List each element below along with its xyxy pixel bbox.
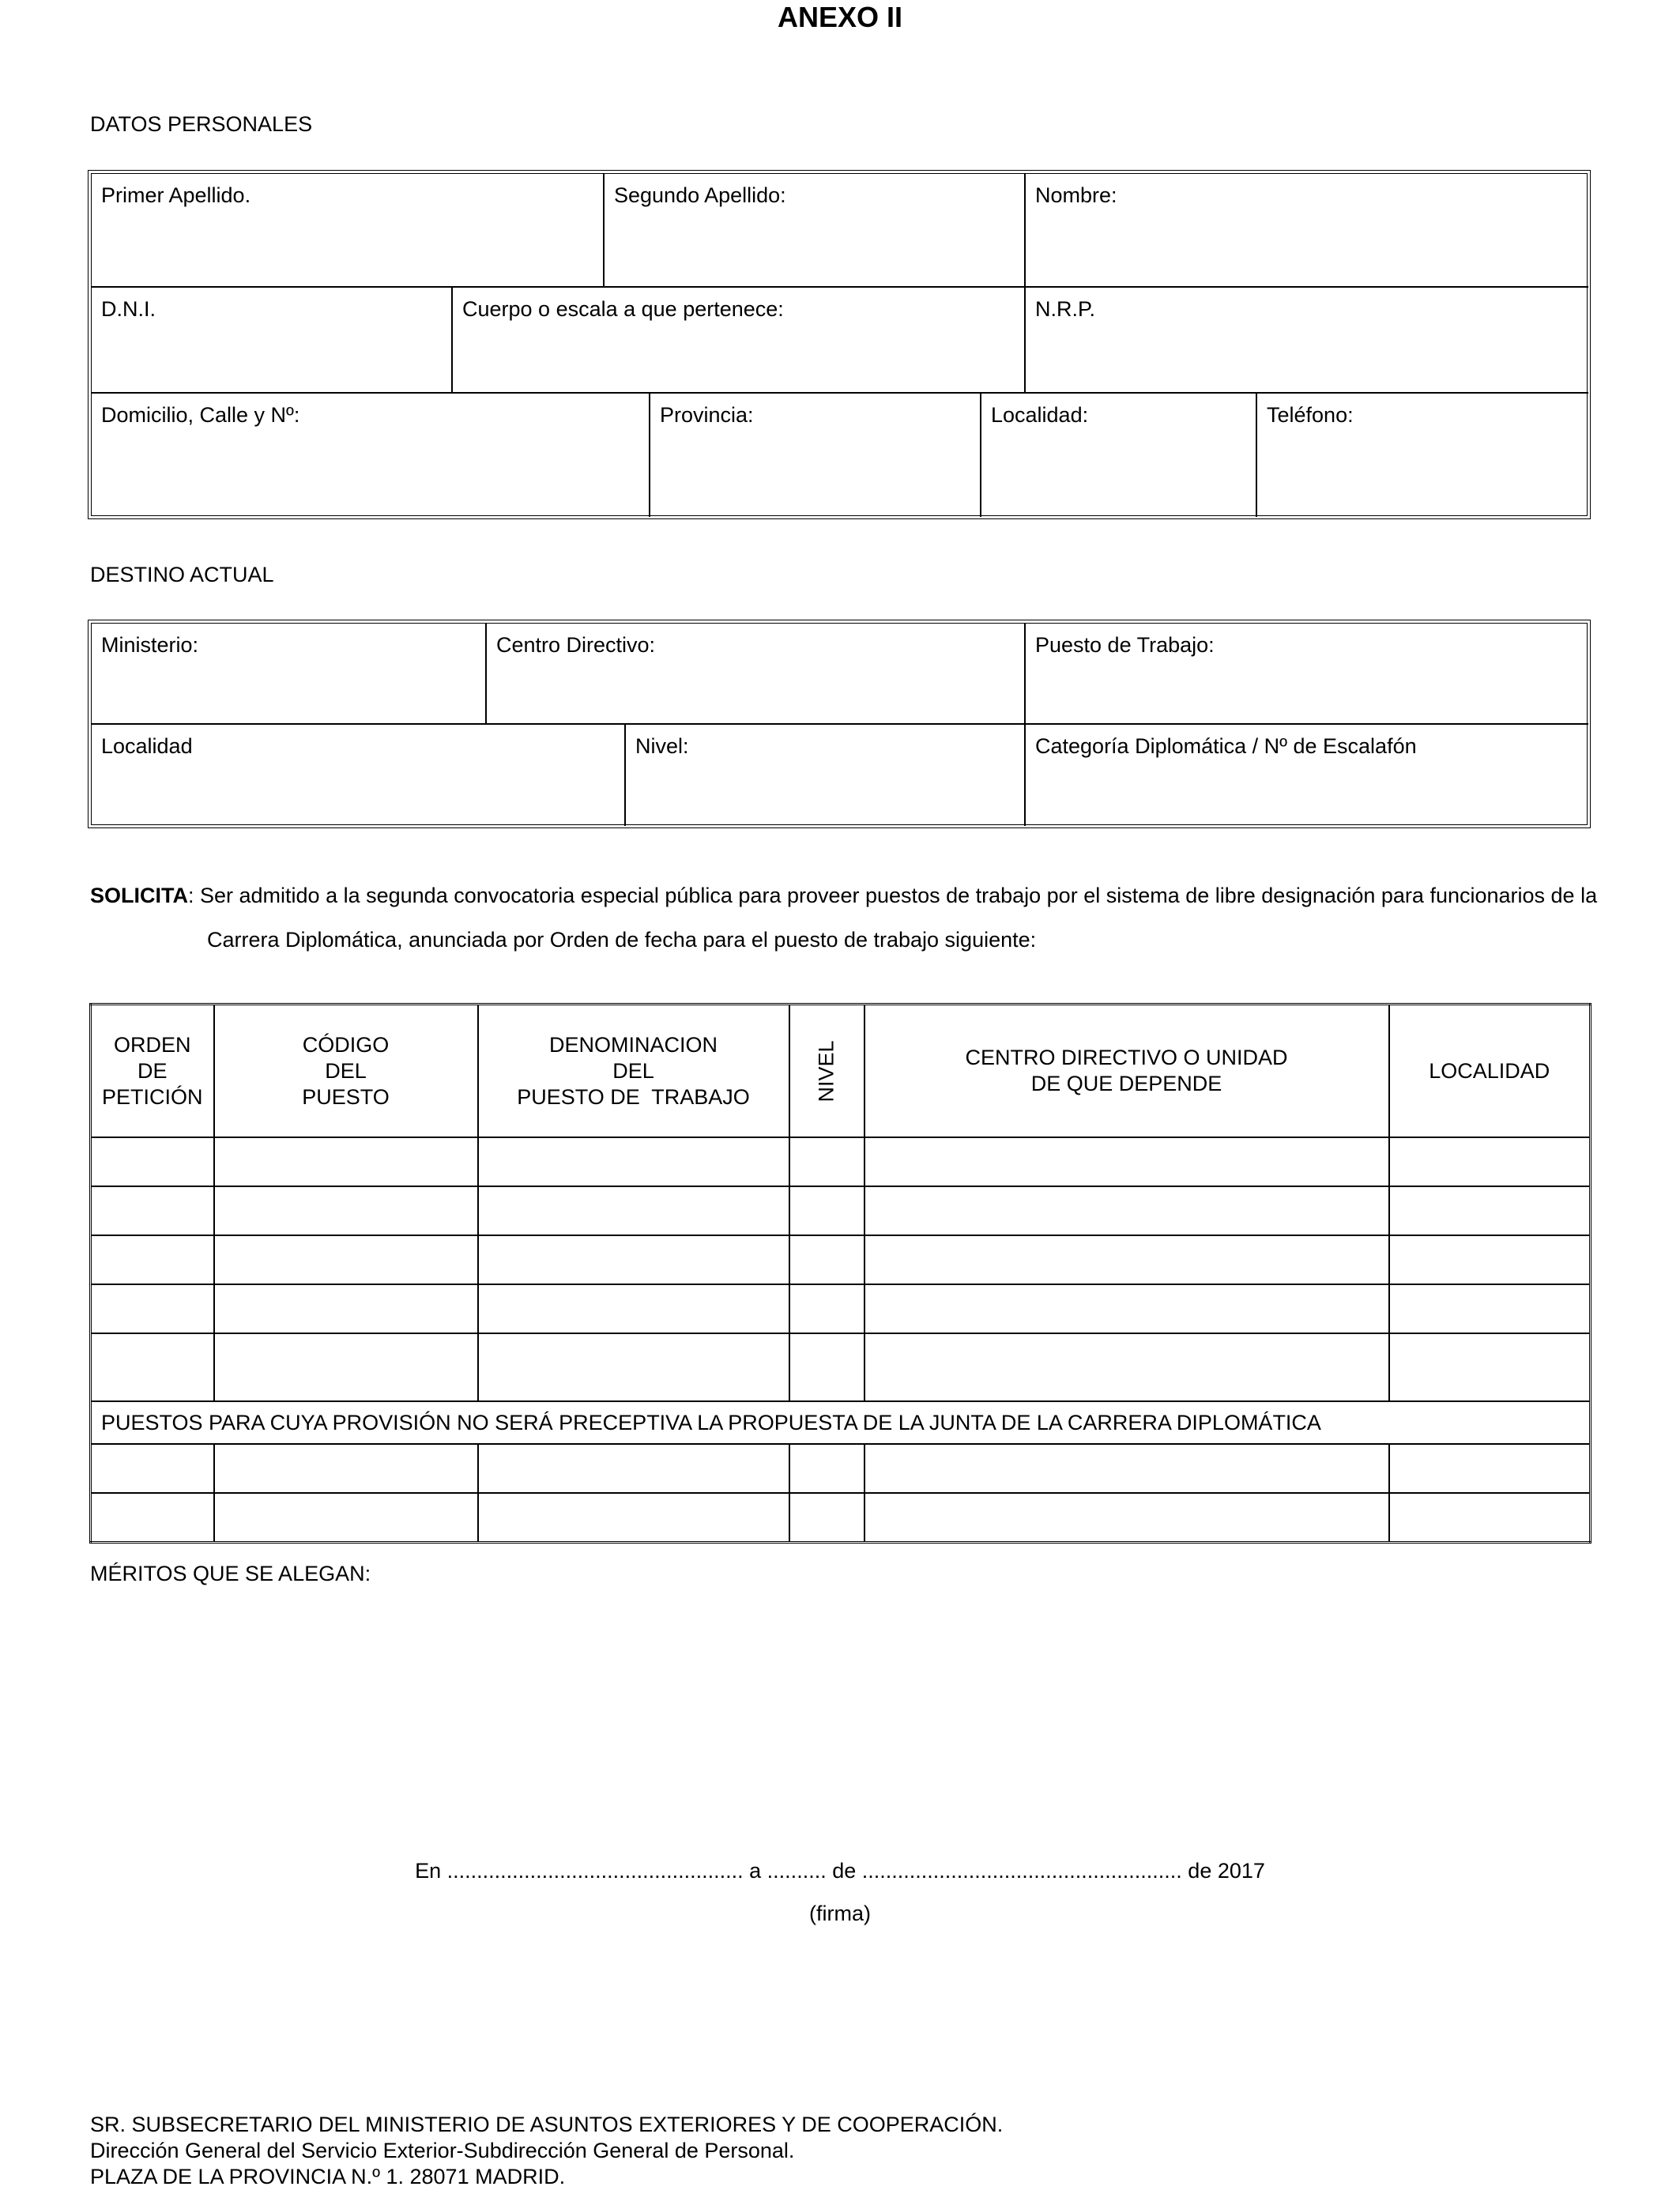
cell-orden[interactable]	[91, 1186, 214, 1235]
cell-centro[interactable]	[864, 1493, 1389, 1543]
field-localidad[interactable]	[981, 394, 1257, 517]
cell-orden[interactable]	[91, 1493, 214, 1543]
cell-denominacion[interactable]	[478, 1333, 789, 1401]
header-text: PETICIÓN	[101, 1084, 203, 1109]
solicita-label: SOLICITA	[90, 884, 188, 907]
field-label: D.N.I.	[101, 297, 156, 321]
cell-orden[interactable]	[91, 1235, 214, 1284]
field-label: N.R.P.	[1035, 297, 1096, 321]
header-text: DEL	[325, 1058, 367, 1083]
header-denominacion	[478, 1005, 789, 1138]
cell-orden[interactable]	[91, 1333, 214, 1401]
header-codigo	[214, 1005, 478, 1138]
field-label: Localidad:	[991, 403, 1089, 427]
cell-centro[interactable]	[864, 1444, 1389, 1493]
header-orden	[91, 1005, 214, 1138]
cell-codigo[interactable]	[214, 1186, 478, 1235]
header-text: LOCALIDAD	[1429, 1058, 1550, 1083]
cell-nivel[interactable]	[789, 1493, 864, 1543]
field-label: Puesto de Trabajo:	[1035, 633, 1215, 657]
field-cuerpo[interactable]	[453, 288, 1026, 394]
field-label: Categoría Diplomática / Nº de Escalafón	[1035, 734, 1417, 758]
cell-codigo[interactable]	[214, 1284, 478, 1333]
page-title: ANEXO II	[777, 1, 903, 33]
header-text: PUESTO	[302, 1084, 390, 1109]
section-label-destino: DESTINO ACTUAL	[90, 563, 274, 586]
header-localidad	[1389, 1005, 1591, 1138]
header-text: CENTRO DIRECTIVO O UNIDAD	[965, 1046, 1288, 1069]
cell-orden[interactable]	[91, 1444, 214, 1493]
field-label: Provincia:	[660, 403, 754, 427]
cell-codigo[interactable]	[214, 1333, 478, 1401]
header-text: DE QUE DEPENDE	[1030, 1072, 1222, 1095]
cell-nivel[interactable]	[789, 1137, 864, 1186]
field-centro-directivo[interactable]	[487, 624, 1026, 725]
cell-codigo[interactable]	[214, 1444, 478, 1493]
table-row	[91, 1284, 1591, 1333]
destination-data-box	[88, 620, 1591, 828]
cell-localidad[interactable]	[1389, 1235, 1591, 1284]
header-nivel	[789, 1005, 864, 1138]
table-row	[91, 1493, 1591, 1543]
cell-denominacion[interactable]	[478, 1137, 789, 1186]
cell-denominacion[interactable]	[478, 1444, 789, 1493]
field-localidad-destino[interactable]	[92, 725, 626, 826]
field-label: Teléfono:	[1267, 403, 1354, 427]
cell-localidad[interactable]	[1389, 1493, 1591, 1543]
cell-denominacion[interactable]	[478, 1186, 789, 1235]
cell-nivel[interactable]	[789, 1333, 864, 1401]
footer-department: Dirección General del Servicio Exterior-Subdirección General de Personal.	[90, 2139, 795, 2162]
header-text: DEL	[612, 1058, 654, 1083]
cell-localidad[interactable]	[1389, 1333, 1591, 1401]
cell-denominacion[interactable]	[478, 1493, 789, 1543]
field-label: Nombre:	[1035, 183, 1117, 207]
field-label: Primer Apellido.	[101, 183, 251, 207]
solicita-text: : Ser admitido a la segunda convocatoria especial pública para proveer puestos de trabajo por el sistema de libre designación para funcionarios de la	[188, 884, 1598, 907]
date-place-line: En .................................................. a .......... de ...................................................... de 2017	[415, 1859, 1265, 1883]
field-label: Centro Directivo:	[496, 633, 656, 657]
cell-nivel[interactable]	[789, 1186, 864, 1235]
header-text: DENOMINACION	[548, 1032, 718, 1057]
cell-centro[interactable]	[864, 1137, 1389, 1186]
header-text: CÓDIGO	[302, 1032, 390, 1057]
table-row	[91, 1444, 1591, 1493]
cell-localidad[interactable]	[1389, 1444, 1591, 1493]
section-label-personal: DATOS PERSONALES	[90, 112, 313, 136]
note-row	[91, 1401, 1591, 1444]
signature-label: (firma)	[809, 1902, 871, 1925]
field-nivel[interactable]	[626, 725, 1026, 826]
cell-denominacion[interactable]	[478, 1235, 789, 1284]
cell-centro[interactable]	[864, 1235, 1389, 1284]
field-nombre[interactable]	[1026, 174, 1588, 288]
table-row	[91, 1333, 1591, 1401]
field-ministerio[interactable]	[92, 624, 487, 725]
field-domicilio[interactable]	[92, 394, 650, 517]
header-text: PUESTO DE TRABAJO	[517, 1084, 750, 1109]
positions-table	[89, 1003, 1591, 1544]
table-row	[91, 1137, 1591, 1186]
meritos-label: MÉRITOS QUE SE ALEGAN:	[90, 1562, 371, 1585]
cell-centro[interactable]	[864, 1186, 1389, 1235]
cell-localidad[interactable]	[1389, 1186, 1591, 1235]
cell-nivel[interactable]	[789, 1284, 864, 1333]
cell-denominacion[interactable]	[478, 1284, 789, 1333]
field-provincia[interactable]	[650, 394, 981, 517]
cell-codigo[interactable]	[214, 1493, 478, 1543]
cell-localidad[interactable]	[1389, 1137, 1591, 1186]
field-telefono[interactable]	[1257, 394, 1588, 517]
field-label: Nivel:	[635, 734, 689, 758]
field-segundo-apellido[interactable]	[605, 174, 1026, 288]
field-label: Localidad	[101, 734, 193, 758]
header-text: NIVEL	[814, 1039, 838, 1103]
table-row	[91, 1186, 1591, 1235]
footer-address: PLAZA DE LA PROVINCIA N.º 1. 28071 MADRID.	[90, 2165, 566, 2188]
field-nrp[interactable]	[1026, 288, 1588, 394]
note-row-text: PUESTOS PARA CUYA PROVISIÓN NO SERÁ PRECEPTIVA LA PROPUESTA DE LA JUNTA DE LA CARRERA DIPLOMÁTICA	[91, 1401, 1591, 1444]
field-puesto-trabajo[interactable]	[1026, 624, 1588, 725]
field-label: Domicilio, Calle y Nº:	[101, 403, 300, 427]
cell-orden[interactable]	[91, 1137, 214, 1186]
cell-centro[interactable]	[864, 1284, 1389, 1333]
field-dni[interactable]	[92, 288, 453, 394]
header-centro	[864, 1005, 1389, 1138]
table-row	[91, 1235, 1591, 1284]
cell-orden[interactable]	[91, 1284, 214, 1333]
field-label: Cuerpo o escala a que pertenece:	[462, 297, 784, 321]
solicita-paragraph	[90, 882, 1599, 909]
cell-codigo[interactable]	[214, 1235, 478, 1284]
table-header-row	[91, 1005, 1591, 1138]
footer-addressee: SR. SUBSECRETARIO DEL MINISTERIO DE ASUNTOS EXTERIORES Y DE COOPERACIÓN.	[90, 2113, 1004, 2136]
field-primer-apellido[interactable]	[92, 174, 605, 288]
header-text: DE	[137, 1058, 168, 1083]
field-label: Ministerio:	[101, 633, 199, 657]
field-label: Segundo Apellido:	[614, 183, 786, 207]
cell-codigo[interactable]	[214, 1137, 478, 1186]
cell-nivel[interactable]	[789, 1444, 864, 1493]
cell-nivel[interactable]	[789, 1235, 864, 1284]
personal-data-box	[88, 170, 1591, 519]
cell-centro[interactable]	[864, 1333, 1389, 1401]
field-categoria[interactable]	[1026, 725, 1588, 826]
solicita-text-continuation: Carrera Diplomática, anunciada por Orden de fecha para el puesto de trabajo siguiente:	[207, 928, 1037, 952]
cell-localidad[interactable]	[1389, 1284, 1591, 1333]
header-text: ORDEN	[113, 1032, 191, 1057]
